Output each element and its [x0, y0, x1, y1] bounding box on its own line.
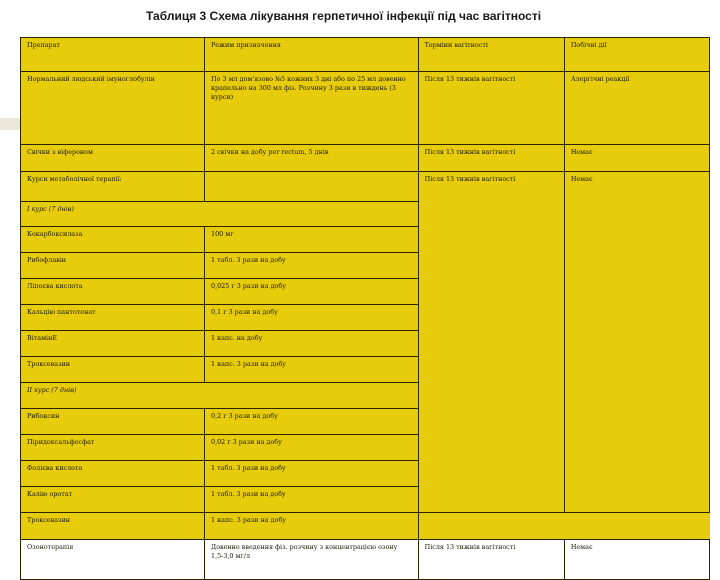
cell-terms-merged: Після 13 тижнів вагітності: [418, 172, 564, 513]
cell-side-effects-merged: Немає: [564, 172, 709, 513]
cell-drug: Ліпоєва кислота: [21, 279, 205, 305]
cell-drug: Піридоксальфосфат: [21, 435, 205, 461]
header-terms: Терміни вагітності: [418, 38, 564, 72]
course-1-label: І курс (7 днів): [21, 202, 419, 227]
cell-regimen: 1 табл. 3 рази на добу: [205, 487, 419, 513]
cell-drug: Кальцію пантотенат: [21, 305, 205, 331]
cell-regimen: По 3 мл дом'язово №5 кожних 3 дні або по 25 мл довенно крапельно на 300 мл фіз. Розчину 3 рази в тиждень (3 курси): [205, 72, 419, 145]
cell-regimen: 1 капс. 3 рази на добу: [205, 357, 419, 383]
cell-drug: Рибофлавін: [21, 253, 205, 279]
table-header-row: [21, 38, 710, 72]
treatment-table: [20, 37, 710, 560]
cell-regimen: Довенне введення фіз. розчину з концентрацією озону 1,5-3,0 мг/л: [205, 540, 419, 580]
table-row: [21, 145, 710, 172]
cell-side-effects: Немає: [564, 145, 709, 172]
cell-drug: Троксевазин: [21, 357, 205, 383]
cell-terms: Після 13 тижнів вагітності: [418, 145, 564, 172]
cell-side-effects: Немає: [564, 540, 709, 580]
table-row: [21, 72, 710, 145]
course-2-label: ІІ курс (7 днів): [21, 383, 419, 409]
cell-drug: Кокарбоксилаза: [21, 227, 205, 253]
cell-drug: Нормальний людський імуноглобулін: [21, 72, 205, 145]
cell-terms: Після 13 тижнів вагітності: [418, 540, 564, 580]
cell-drug: Троксевазин: [21, 513, 205, 540]
cell-drug: Калію оротат: [21, 487, 205, 513]
cell-regimen: 1 табл. 3 рази на добу: [205, 461, 419, 487]
table-title: Таблиця 3 Схема лікування герпетичної інфекції під час вагітності: [146, 9, 542, 23]
header-regimen: Режим призначення: [205, 38, 419, 72]
cell-regimen: 0,025 г 3 рази на добу: [205, 279, 419, 305]
cell-side-effects: Алергічні реакції: [564, 72, 709, 145]
cell-regimen: 0,1 г 3 рази на добу: [205, 305, 419, 331]
cell-drug: Рибоксин: [21, 409, 205, 435]
header-side-effects: Побічні дії: [564, 38, 709, 72]
cell-drug: Фолієва кислота: [21, 461, 205, 487]
cell-regimen: 0,02 г 3 рази на добу: [205, 435, 419, 461]
cell-terms: Після 13 тижнів вагітності: [418, 72, 564, 145]
table-row: [21, 172, 710, 202]
cell-drug: Озонотерапія: [21, 540, 205, 580]
cell-regimen: 0,2 г 3 рази на добу: [205, 409, 419, 435]
cell-regimen: 1 капс. 3 рази на добу: [205, 513, 419, 540]
cell-regimen: 1 табл. 3 рази на добу: [205, 253, 419, 279]
cell-drug: Курси метаболічної терапії:: [21, 172, 205, 202]
table-row: [21, 513, 710, 540]
cell-drug: ВітамінЕ: [21, 331, 205, 357]
cell-drug: Свічки з віфероном: [21, 145, 205, 172]
cell-regimen: 1 капс. на добу: [205, 331, 419, 357]
cell-regimen: 2 свічки на добу per rectum, 5 днів: [205, 145, 419, 172]
cell-regimen: [205, 172, 419, 202]
cell-regimen: 100 мг: [205, 227, 419, 253]
table-row: [21, 540, 710, 580]
header-drug: Препарат: [21, 38, 205, 72]
